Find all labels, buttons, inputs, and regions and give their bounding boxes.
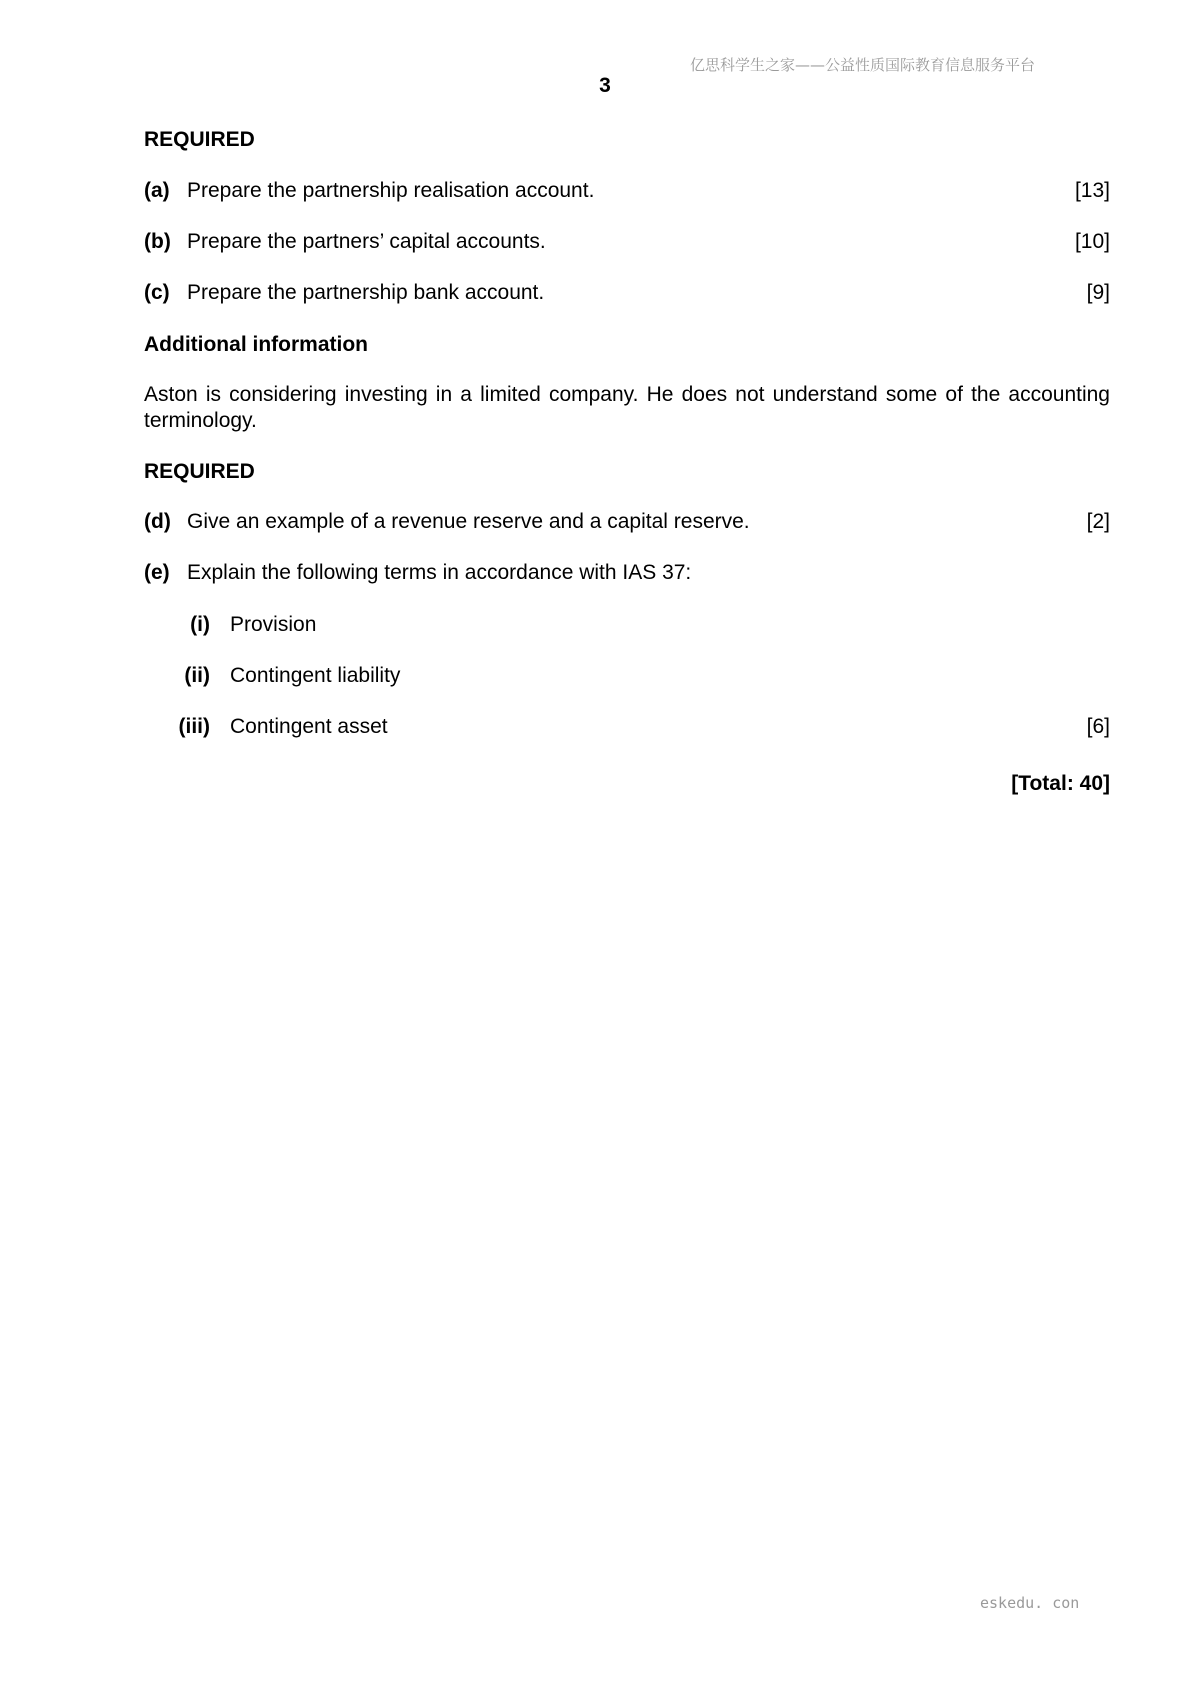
question-text: Give an example of a revenue reserve and a capital reserve. [187, 510, 750, 533]
required-heading-2: REQUIRED [144, 460, 255, 483]
question-text: Prepare the partnership realisation account. [187, 179, 595, 202]
question-text: Prepare the partnership bank account. [187, 281, 545, 304]
watermark-footer: eskedu. con [980, 1594, 1080, 1612]
additional-information-heading: Additional information [144, 333, 368, 356]
subquestion-label: (i) [190, 613, 210, 636]
required-heading-1: REQUIRED [144, 128, 255, 151]
additional-information-paragraph: Aston is considering investing in a limited company. He does not understand some of the accounting terminology. [144, 383, 1110, 432]
page-number: 3 [599, 74, 611, 97]
question-label: (b) [144, 230, 171, 253]
question-text: Prepare the partners’ capital accounts. [187, 230, 546, 253]
question-marks: [13] [1074, 179, 1110, 202]
total-marks: [Total: 40] [1011, 772, 1110, 795]
question-marks: [2] [1086, 510, 1110, 533]
subquestion-label: (ii) [184, 664, 210, 687]
question-marks: [10] [1074, 230, 1110, 253]
question-label: (e) [144, 561, 170, 584]
question-marks: [9] [1086, 281, 1110, 304]
subquestion-text: Contingent asset [230, 715, 388, 738]
subquestion-text: Contingent liability [230, 664, 401, 687]
subquestion-text: Provision [230, 613, 317, 636]
subquestion-marks: [6] [1086, 715, 1110, 738]
question-label: (d) [144, 510, 171, 533]
question-label: (a) [144, 179, 170, 202]
question-label: (c) [144, 281, 170, 304]
question-text: Explain the following terms in accordance with IAS 37: [187, 561, 692, 584]
subquestion-label: (iii) [178, 715, 210, 738]
watermark-header: 亿思科学生之家——公益性质国际教育信息服务平台 [690, 56, 1036, 74]
